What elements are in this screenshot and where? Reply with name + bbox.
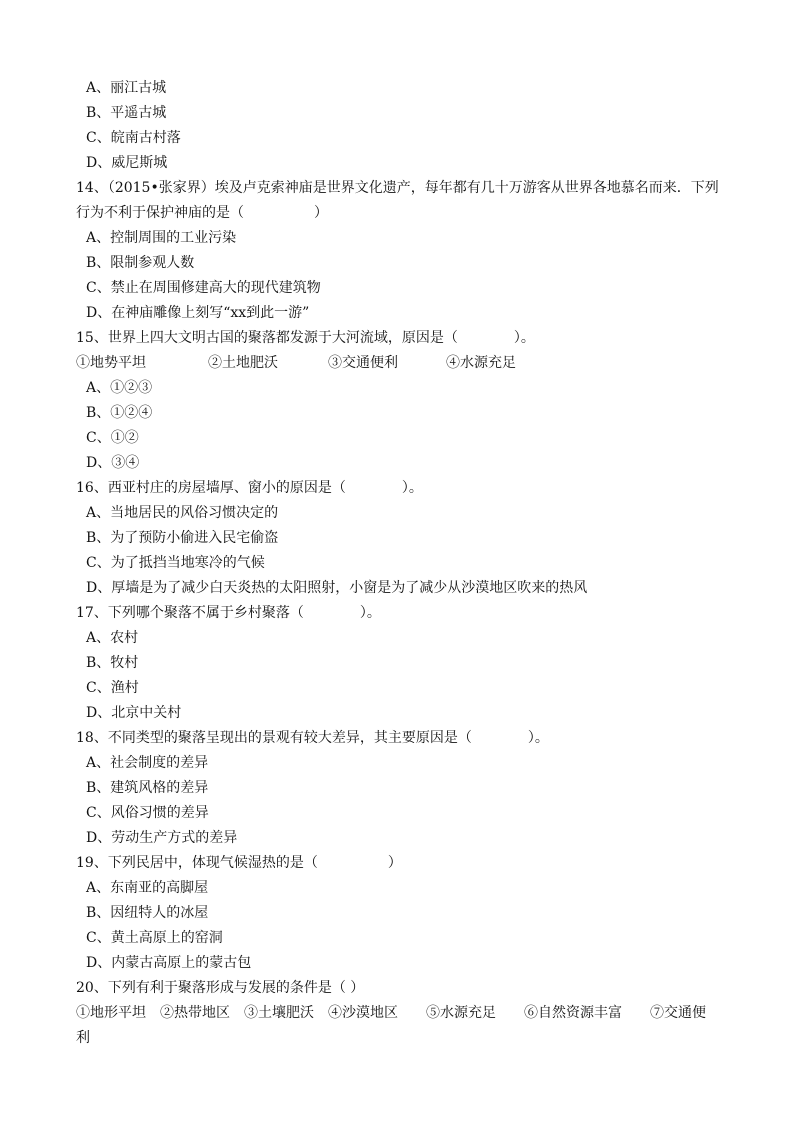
q15-choice-4: ④水源充足 — [446, 355, 516, 371]
q17-option-b: B、牧村 — [86, 655, 139, 671]
q20-choices-line2: 利 — [76, 1030, 90, 1046]
q18-option-a: A、社会制度的差异 — [86, 755, 209, 771]
q13-option-d: D、威尼斯城 — [86, 155, 168, 171]
q19-option-d: D、内蒙古高原上的蒙古包 — [86, 955, 252, 971]
q16-option-c: C、为了抵挡当地寒冷的气候 — [86, 555, 265, 571]
q19-option-c: C、黄土高原上的窑洞 — [86, 930, 223, 946]
q18-option-b: B、建筑风格的差异 — [86, 780, 209, 796]
q15-choice-1: ①地势平坦 — [76, 355, 146, 371]
q19-stem: 19、下列民居中，体现气候湿热的是（ ） — [76, 855, 402, 871]
q19-option-a: A、东南亚的高脚屋 — [86, 880, 209, 896]
q16-option-d: D、厚墙是为了减少白天炎热的太阳照射，小窗是为了减少从沙漠地区吹来的热风 — [86, 580, 588, 596]
q16-option-b: B、为了预防小偷进入民宅偷盗 — [86, 530, 279, 546]
q15-option-d: D、③④ — [86, 455, 140, 471]
q14-option-c: C、禁止在周围修建高大的现代建筑物 — [86, 280, 321, 296]
q15-option-a: A、①②③ — [86, 380, 153, 396]
q18-option-c: C、风俗习惯的差异 — [86, 805, 209, 821]
q17-stem: 17、下列哪个聚落不属于乡村聚落（ ）。 — [76, 605, 381, 621]
q14-option-a: A、控制周围的工业污染 — [86, 230, 237, 246]
q13-option-a: A、丽江古城 — [86, 80, 167, 96]
q15-option-c: C、①② — [86, 430, 139, 446]
q18-option-d: D、劳动生产方式的差异 — [86, 830, 238, 846]
q20-choices-line1: ①地形平坦 ②热带地区 ③土壤肥沃 ④沙漠地区 ⑤水源充足 ⑥自然资源丰富 ⑦交通便 — [76, 1005, 706, 1021]
q14-stem-line1: 14、（2015•张家界）埃及卢克索神庙是世界文化遗产，每年都有几十万游客从世界各地慕名而来．下列 — [76, 180, 719, 196]
q17-option-d: D、北京中关村 — [86, 705, 182, 721]
q20-stem: 20、下列有利于聚落形成与发展的条件是（ ） — [76, 980, 365, 996]
q15-option-b: B、①②④ — [86, 405, 153, 421]
q17-option-c: C、渔村 — [86, 680, 139, 696]
q18-stem: 18、不同类型的聚落呈现出的景观有较大差异，其主要原因是（ ）。 — [76, 730, 549, 746]
q15-choice-3: ③交通便利 — [328, 355, 398, 371]
q13-option-b: B、平遥古城 — [86, 105, 167, 121]
q15-stem: 15、世界上四大文明古国的聚落都发源于大河流域，原因是（ ）。 — [76, 330, 535, 346]
q14-stem-line2: 行为不利于保护神庙的是（ ） — [76, 205, 328, 221]
q15-choice-2: ②土地肥沃 — [208, 355, 278, 371]
q19-option-b: B、因纽特人的冰屋 — [86, 905, 209, 921]
q13-option-c: C、皖南古村落 — [86, 130, 181, 146]
q15-choices — [76, 351, 734, 375]
q14-option-d: D、在神庙雕像上刻写“xx到此一游” — [86, 305, 310, 321]
q16-stem: 16、西亚村庄的房屋墙厚、窗小的原因是（ ）。 — [76, 480, 423, 496]
q14-option-b: B、限制参观人数 — [86, 255, 195, 271]
q16-option-a: A、当地居民的风俗习惯决定的 — [86, 505, 279, 521]
q17-option-a: A、农村 — [86, 630, 139, 646]
